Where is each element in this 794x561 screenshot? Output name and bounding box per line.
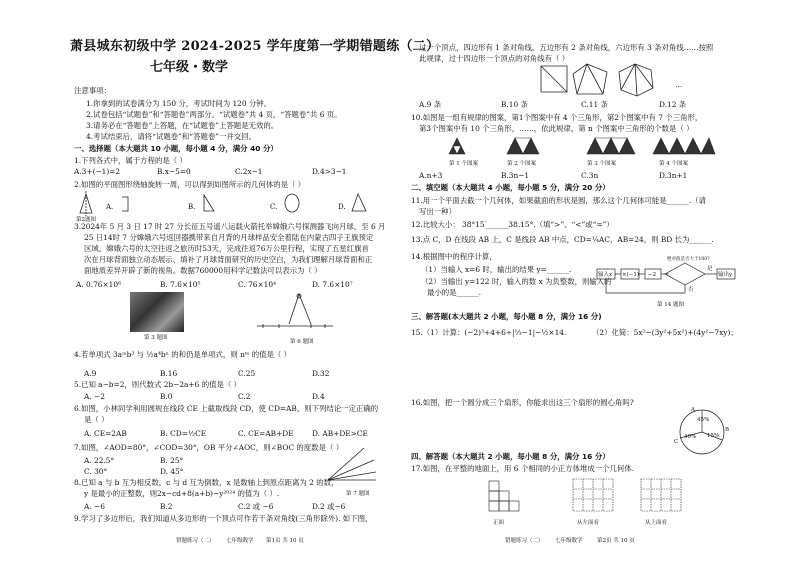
q15-part-1: 15.（1）计算：(−2)³+4+6÷|⅓−1|−½×14. [411, 328, 567, 337]
q17-label-left: 从左面看 [577, 520, 600, 526]
footer-left-page: 第1页 共 10 页 [266, 538, 304, 544]
q3-option-d: D. 7.6×10⁷ [312, 280, 353, 289]
q16-point-c: C [674, 439, 679, 445]
q14-part-1: （1）当输入 x=6 时，输出的结果 y=______. [421, 265, 572, 274]
q8-stem-cont: y 是最小的正整数，则2x−cd+8(a+b)−y²⁰²⁴ 的值为（ ）. [84, 489, 280, 498]
svg-text:B.: B. [188, 203, 196, 211]
q14-part-2-cont: 最小的是______. [427, 288, 482, 297]
q10-pattern-figures [447, 136, 717, 158]
q7-figure-caption: 第 7 题图 [346, 491, 370, 497]
q16-point-a: A [691, 407, 695, 413]
q3-line-3: 区域，嫦娥六号的太空往返之旅历时53天，完成往返76万公里行程，实现了五星红旗首 [84, 244, 369, 253]
q3-option-a: A. 0.76×10⁶ [76, 280, 122, 289]
q13-stem: 13.点 C，D 在线段 AB 上，C 是线段 AB 中点，CD=¼AC，AB=24，则 BD 长为______. [411, 235, 714, 244]
q4-option-c: C.25 [238, 369, 256, 378]
q2-option-c-shape [285, 194, 299, 212]
q7-stem: 7.如图，∠AOD=80°，∠COD=30°，OB 平分∠AOC，则∠BOC 的度数是（ ） [74, 443, 344, 452]
q4-option-d: D.32 [312, 369, 330, 378]
q10-line-1: 10.如图是一组有规律的图案，第1个图案中有 4 个三角形，第2个图案中有 7 个三角形， [411, 113, 703, 122]
q14-stem: 14.根据图中的程序计算， [411, 252, 497, 261]
q5-option-b: B.0 [160, 392, 173, 401]
flow-input: 输入x [598, 272, 613, 278]
svg-text:D.: D. [338, 203, 346, 211]
q10-caption-1: 第 1 个图案 [449, 161, 478, 167]
section-4-title: 四、解答题（本大题共 2 小题，每小题 8 分，满分 16 分） [411, 452, 610, 461]
q10-caption-4: 第 4 个图案 [659, 161, 688, 167]
q3-line-4: 次在月球背面独立动态展示、填补了月球背面研究的历史空白，为我们理解月球背面和正 [84, 255, 373, 264]
q2-stem: 2.如图的平面图形绕轴旋转一周，可以得到如图所示的几何体的是（ ） [74, 180, 306, 189]
q16-label-45: 45% [697, 417, 710, 423]
q6-stem: 6.如图，小林同学利用圆规在线段 CE 上截取线段 CD，使 CD=AB，则下列结论一定正确的 [74, 404, 379, 413]
q3-figure-caption: 第 3 题图 [144, 335, 168, 341]
q12-stem: 12.比较大小： 38°15′______38.15°.（填“>”、“<”或“=”） [411, 220, 614, 229]
q4-option-b: B.16 [160, 369, 178, 378]
q6-option-d: D. AB+DE>CE [312, 429, 368, 438]
q5-option-d: D.4 [312, 392, 325, 401]
section-1-title: 一、选择题（本大题共 10 小题，每小题 4 分，满分 40 分） [74, 144, 278, 153]
q10-caption-2: 第 2 个图案 [507, 161, 536, 167]
q3-option-b: B. 7.6×10⁵ [160, 280, 201, 289]
q9-option-c: C.11 条 [581, 100, 608, 109]
q3-line-1: 3.2024年 5 月 3 日 17 时 27 分长征五号遥八运载火箭托举嫦娥六号探测器飞向月球，至 6 月 [74, 222, 386, 231]
q15-part-2: （2）化简：5x²−(3y²+5x²)+(4y²−7xy)； [592, 328, 738, 337]
svg-text:C.: C. [270, 203, 278, 211]
q16-point-b: B [725, 427, 730, 433]
q9-polygon-figures [537, 62, 737, 98]
note-1: 1.你拿到的试卷满分为 150 分，考试时间为 120 分钟。 [86, 99, 272, 108]
footer-right-title: 错题练习（二） [505, 538, 544, 544]
q6-option-a: A. CE=2AB [84, 429, 127, 438]
q10-line-2: 第3个图案中有 10 个三角形，……，依此规律，第 n 个图案中三角形的个数是（ ） [419, 124, 694, 133]
q3-line-2: 25 日14时 7 分嫦娥六号返回器携带来自月背的月球样品安全着陆在内蒙古四子王旗预定 [84, 233, 374, 242]
section-3-title: 三、解答题(本大题共 2 小题，每小题 8 分，满分 16 分) [411, 312, 602, 321]
q5-stem: 5.已知 a−b=2，则代数式 2b−2a+6 的值是（ ） [74, 380, 241, 389]
q16-label-15: 15% [707, 433, 720, 439]
q1-option-b: B.x−5=0 [157, 167, 191, 176]
q10-option-a: A.n+3 [419, 171, 443, 180]
q4-option-a: A.9 [84, 369, 97, 378]
q7-option-d: D. 45° [160, 467, 184, 476]
q17-cube [489, 481, 499, 491]
q3-option-c: C. 76×10⁴ [238, 280, 277, 289]
q9-cont-line-1: 过一个顶点，四边形有 1 条对角线，五边形有 2 条对角线，六边形有 3 条对角线……按照 [419, 43, 714, 52]
q7-option-c: C. 30° [84, 467, 108, 476]
q1-option-d: D.4>3−1 [312, 167, 347, 176]
q17-figures [481, 475, 741, 519]
q11-stem: 11.用一个平面去截一个几何体，如果截面的形状是圆，那么这个几何体可能是______.（请 [411, 196, 706, 205]
q8-option-c: C.2 或 −6 [238, 502, 274, 511]
flow-yes: 是 [707, 266, 713, 272]
q9-ellipsis: … [675, 80, 683, 89]
q2-figures [76, 191, 376, 217]
q8-option-d: D.2 或−6 [312, 502, 346, 511]
q7-option-b: B. 25° [160, 456, 184, 465]
q10-option-c: C.3n [581, 171, 599, 180]
q10-option-d: D.3n+1 [659, 171, 688, 180]
q2-option-d-shape [352, 194, 366, 211]
q10-option-b: B.3n−1 [501, 171, 530, 180]
q8-stem: 8.已知 a 与 b 互为相反数，c 与 d 互为倒数，x 是数轴上到原点距离为 2 的数， [74, 478, 339, 487]
q7-option-a: A. 22.5° [84, 456, 115, 465]
q5-option-c: C.2 [238, 392, 251, 401]
q9-stem: 9.学习了多边形后，我们知道从多边形的一个顶点可作若干条对角线(三角形除外). 如下图， [74, 514, 373, 523]
q8-option-a: A. −6 [84, 502, 105, 511]
svg-text:A.: A. [106, 203, 114, 211]
flow-output: 输出y [718, 272, 733, 278]
q6-figure-caption: 第 6 题图 [290, 339, 314, 345]
q11-stem-cont: 写出一种） [419, 207, 456, 216]
note-4: 4.考试结束后，请将“试题卷”和“答题卷”一并交回。 [86, 132, 256, 141]
note-2: 2.试卷包括“试题卷”和“答题卷”两部分。“试题卷”共 4 页，“答题卷”共 6 页。 [86, 110, 342, 119]
q17-stem: 17.如图，在平整的地面上，用 6 个相同的小正方体堆成一个几何体. [411, 464, 635, 473]
q14-flowchart [595, 255, 785, 299]
q5-option-a: A. −2 [84, 392, 105, 401]
q6-option-b: B. CD=½CE [160, 429, 207, 438]
q16-stem: 16.如图，把一个圆分成三个扇形，你能求出这三个扇形的圆心角吗? [411, 398, 634, 407]
q16-pie-figure [672, 406, 732, 458]
q6-stem-cont: 是（ ） [84, 415, 109, 424]
exam-title: 萧县城东初级中学 2024-2025 学年度第一学期错题练（二） [70, 39, 440, 54]
q16-label-40: 40% [684, 434, 697, 440]
notes-title: 注意事项： [74, 86, 111, 95]
exam-subtitle: 七年级・数学 [150, 60, 229, 75]
q2-figure-caption: 第2题图 [76, 217, 96, 223]
note-3: 3.请务必在“答题卷”上答题，在“试题卷”上答题是无效的。 [86, 121, 279, 130]
flow-condition: 绝对值是否大于100? [667, 257, 710, 262]
q3-line-5: 面地质差异开辟了新的视角。数据760000用科学记数法可以表示为（ ） [84, 266, 322, 275]
q14-figure-caption: 第 14 题图 [657, 302, 684, 308]
flow-no: 否 [688, 287, 694, 293]
q9-option-a: A.9 条 [419, 100, 442, 109]
q1-option-a: A.3+(−1)=2 [74, 167, 121, 176]
q10-caption-3: 第 3 个图案 [587, 161, 616, 167]
footer-left-subject: 七年级数学 [226, 538, 254, 544]
q8-option-b: B.2 [160, 502, 173, 511]
flow-multiply: ×(−1) [622, 272, 640, 278]
q9-cont-line-2: 此规律，过十四边形一个顶点的对角线有（ ） [419, 54, 570, 63]
q17-label-top: 从上面看 [645, 520, 668, 526]
q6-option-c: C. CE=AB+DE [238, 429, 294, 438]
q6-compass-figure [255, 292, 335, 334]
q4-stem: 4.若单项式 3aᵐb³ 与 ½a⁴bⁿ 的和仍是单项式，则 nᵐ 的值是（ ） [74, 350, 292, 359]
section-2-title: 二、填空题（本大题共 4 小题，每小题 5 分，满分 20 分） [411, 183, 610, 192]
q2-option-b-shape [204, 195, 214, 211]
page-right [397, 0, 794, 561]
q14-part-2: （2）当输出 y=122 时，输入的数 x 为负整数，则输入的 [421, 277, 612, 286]
footer-left-title: 错题练习（二） [176, 538, 215, 544]
q9-option-b: B.10 条 [501, 100, 528, 109]
footer-right-subject: 七年级数学 [555, 538, 583, 544]
flow-subtract: −2 [648, 272, 657, 278]
q17-label-front: 正面 [493, 520, 505, 526]
q10-pattern-4 [653, 138, 669, 154]
q9-option-d: D.12 条 [659, 100, 687, 109]
q1-option-c: C.2x−1 [235, 167, 263, 176]
footer-right-page: 第2页 共 10 页 [597, 538, 635, 544]
q2-option-a-shape [122, 197, 128, 211]
q1-stem: 1.下列各式中，属于方程的是（ ） [74, 156, 187, 165]
q3-rocket-photo [130, 292, 184, 332]
